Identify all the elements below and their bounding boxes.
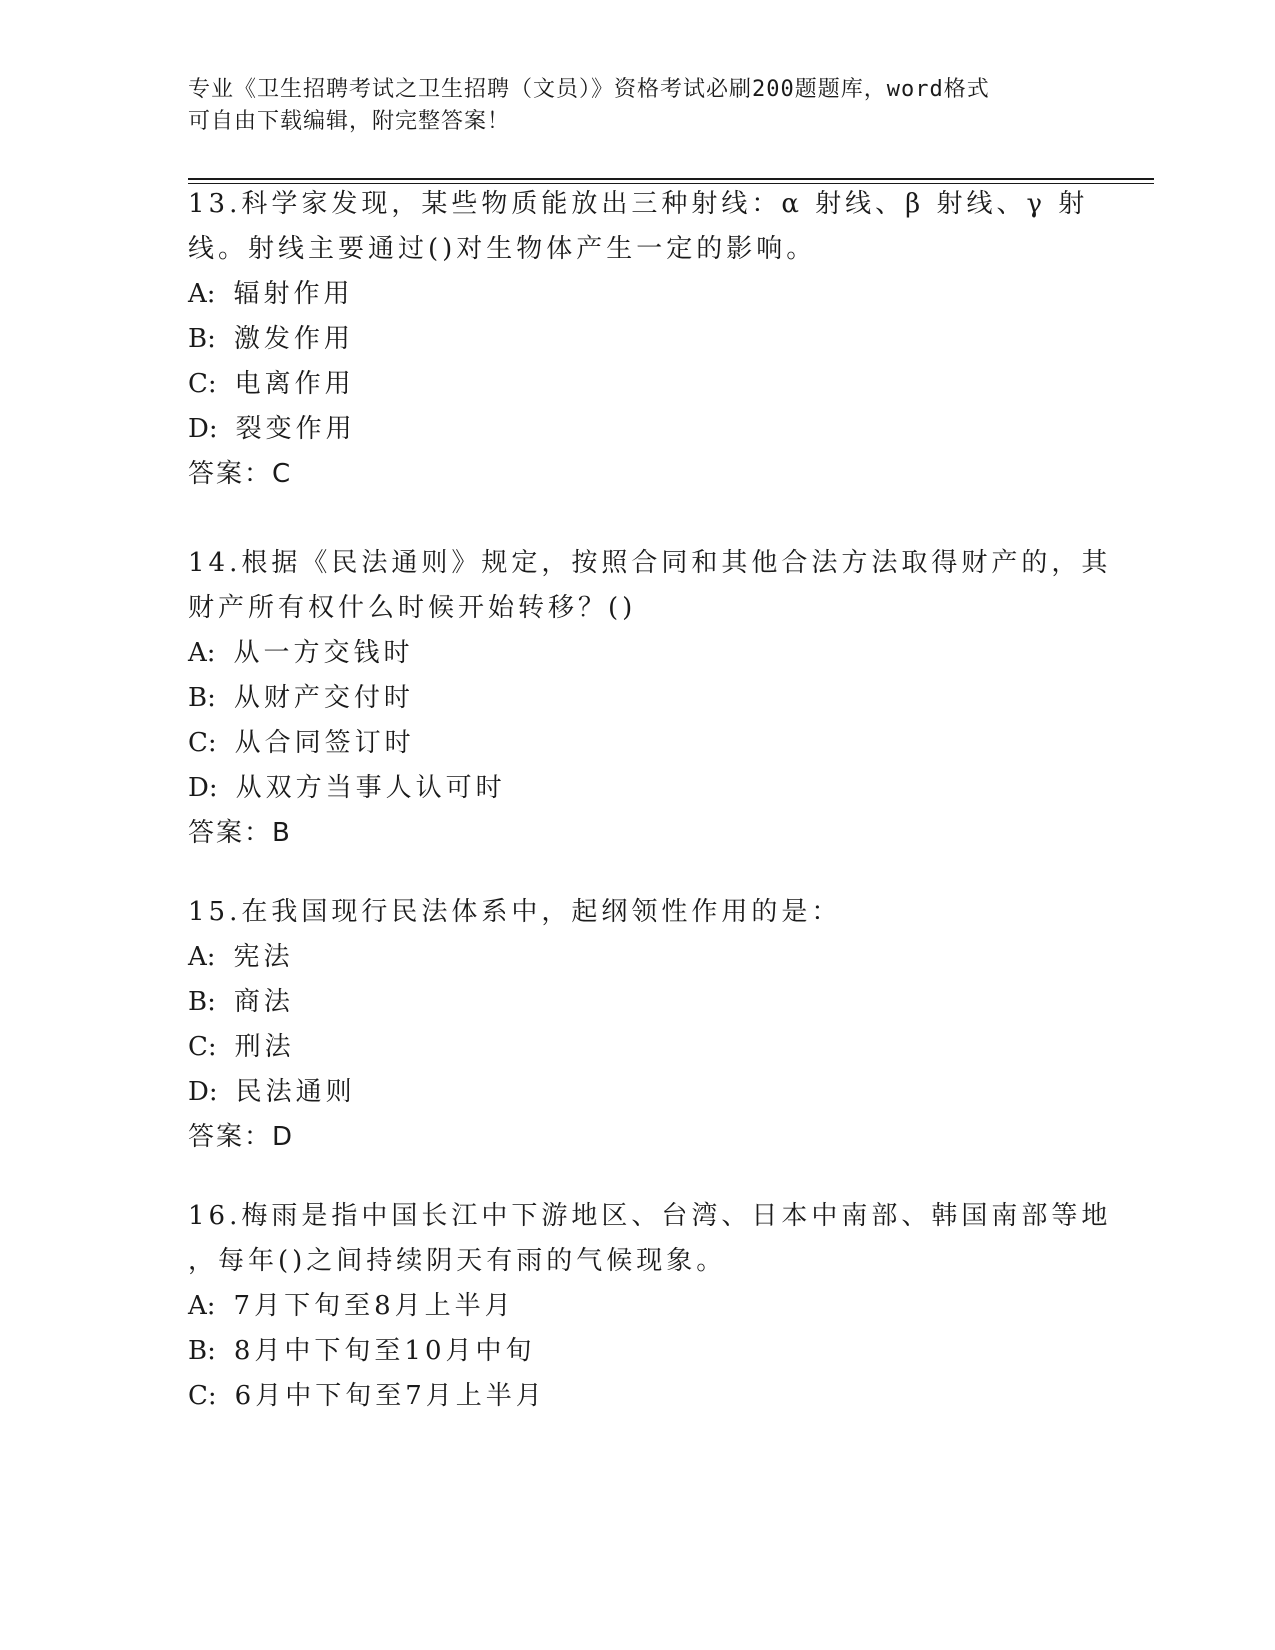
option-key: C: bbox=[188, 1032, 217, 1062]
option-text: 刑法 bbox=[234, 1032, 295, 1062]
option-key: A: bbox=[188, 942, 216, 972]
option-text: 电离作用 bbox=[234, 369, 355, 399]
option-text: 激发作用 bbox=[233, 324, 354, 354]
option-text: 6月中下旬至7月上半月 bbox=[234, 1381, 546, 1411]
question-stem-line: 16.梅雨是指中国长江中下游地区、台湾、日本中南部、韩国南部等地 bbox=[188, 1201, 1112, 1231]
question-stem-line: 14.根据《民法通则》规定，按照合同和其他合法方法取得财产的，其 bbox=[188, 548, 1112, 578]
answer-line: 答案：C bbox=[188, 459, 293, 489]
document-header bbox=[188, 74, 1088, 138]
option-key: B: bbox=[188, 987, 216, 1017]
option-text: 宪法 bbox=[233, 942, 294, 972]
option-c bbox=[188, 362, 1088, 407]
option-b bbox=[188, 1329, 1088, 1374]
option-text: 从一方交钱时 bbox=[233, 638, 414, 668]
option-c bbox=[188, 1025, 1088, 1070]
option-text: 8月中下旬至10月中旬 bbox=[233, 1336, 536, 1366]
option-c bbox=[188, 721, 1088, 766]
question-14 bbox=[188, 541, 1112, 856]
option-key: B: bbox=[188, 683, 216, 713]
option-key: A: bbox=[188, 638, 216, 668]
option-text: 辐射作用 bbox=[233, 279, 354, 309]
option-text: 商法 bbox=[233, 987, 294, 1017]
option-b bbox=[188, 980, 1088, 1025]
option-a bbox=[188, 631, 1088, 676]
question-stem-line: 15.在我国现行民法体系中，起纲领性作用的是： bbox=[188, 897, 842, 927]
question-stem-line: 13.科学家发现，某些物质能放出三种射线：α 射线、β 射线、γ 射 bbox=[188, 189, 1089, 219]
option-key: B: bbox=[188, 1336, 216, 1366]
option-b bbox=[188, 317, 1088, 362]
header-line-1: 专业《卫生招聘考试之卫生招聘（文员）》资格考试必刷200题题库，word格式 bbox=[188, 77, 990, 102]
option-text: 民法通则 bbox=[235, 1077, 356, 1107]
header-line-2: 可自由下载编辑，附完整答案！ bbox=[188, 109, 511, 134]
question-stem-line: ，每年()之间持续阴天有雨的气候现象。 bbox=[188, 1246, 727, 1276]
option-a bbox=[188, 935, 1088, 980]
option-key: D: bbox=[188, 414, 218, 444]
answer-line: 答案：D bbox=[188, 1122, 295, 1152]
answer-line: 答案：B bbox=[188, 818, 292, 848]
option-key: A: bbox=[188, 279, 216, 309]
header-divider-thick bbox=[188, 178, 1154, 180]
option-text: 从合同签订时 bbox=[234, 728, 415, 758]
option-key: A: bbox=[188, 1291, 216, 1321]
option-key: C: bbox=[188, 1381, 217, 1411]
question-stem-line: 财产所有权什么时候开始转移？() bbox=[188, 593, 637, 623]
question-15 bbox=[188, 890, 1088, 1160]
option-text: 从双方当事人认可时 bbox=[235, 773, 506, 803]
option-key: C: bbox=[188, 728, 217, 758]
option-d bbox=[188, 407, 1088, 452]
option-text: 裂变作用 bbox=[235, 414, 356, 444]
option-c bbox=[188, 1374, 1088, 1419]
option-text: 7月下旬至8月上半月 bbox=[233, 1291, 515, 1321]
question-13 bbox=[188, 182, 1088, 497]
option-key: B: bbox=[188, 324, 216, 354]
question-stem-line: 线。射线主要通过()对生物体产生一定的影响。 bbox=[188, 234, 817, 264]
option-b bbox=[188, 676, 1088, 721]
option-d bbox=[188, 1070, 1088, 1115]
question-16 bbox=[188, 1194, 1112, 1419]
option-a bbox=[188, 272, 1088, 317]
option-key: D: bbox=[188, 1077, 218, 1107]
option-key: C: bbox=[188, 369, 217, 399]
option-d bbox=[188, 766, 1088, 811]
option-key: D: bbox=[188, 773, 218, 803]
option-a bbox=[188, 1284, 1088, 1329]
option-text: 从财产交付时 bbox=[233, 683, 414, 713]
